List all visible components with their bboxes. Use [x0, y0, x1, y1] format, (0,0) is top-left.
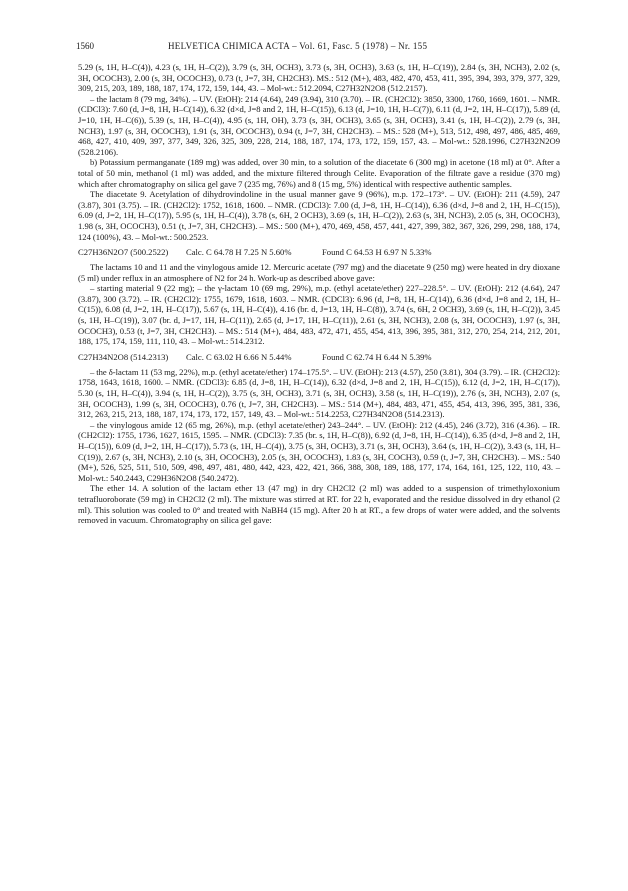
- formula-9: C27H36N2O7 (500.2522): [78, 247, 169, 258]
- paragraph-vinylogous-amide-12: – the vinylogous amide 12 (65 mg, 26%), m.p. (ethyl acetate/ether) 243–244°. – UV. (EtOH): 212 (4.45), 246 (3.72), 316 (4.36). – IR. (CH2Cl2): 1755, 1736, 1627, 1615, 1595. – NMR. (CDCl3): 7.35 (br. s, 1H, H–C(8)), 6.92 (d, J=8, 1H, H–C(14)), 6.35 (d×d, J=8 and 2, 1H, H–C(15)), 6.09 (d, J=2, 1H, H–C(17)), 5.73 (s, 1H, H–C(4)), 3.75 (s, 3H, OCH3), 3.71 (s, 3H, OCH3), 3.64 (s, 1H, H–C(2)), 3.43 (s, 1H, H–C(19)), 2.67 (s, 3H, NCH3), 2.10 (s, 3H, OCOCH3), 2.05 (s, 3H, OCOCH3), 1.83 (s, 3H, COCH3), 0.59 (t, J=7, 3H, CH2CH3). – MS.: 540 (M+), 526, 525, 511, 510, 509, 498, 497, 481, 480, 442, 423, 422, 421, 366, 388, 308, 189, 188, 177, 174, 164, 161, 125, 122, 110, 43. – Mol-wt.: 540.2443, C29H36N2O8 (540.2472).: [78, 419, 560, 483]
- paragraph-gamma-lactam-10: – starting material 9 (22 mg); – the γ-lactam 10 (69 mg, 29%), m.p. (ethyl acetate/ether) 227–228.5°. – UV. (EtOH): 212 (4.64), 247 (3.87), 300 (3.72). – IR. (CH2Cl2): 1755, 1679, 1618, 1603. – NMR. (CDCl3): 6.96 (d, J=8, 1H, H–C(14)), 6.36 (d×d, J=8 and 2, 1H, H–C(15)), 6.08 (d, J=2, 1H, H–C(17)), 5.67 (s, 1H, H–C(4)), 4.16 (br. d, J=13, 1H, H–C(8)), 3.74 (s, 6H, 2 OCH3), 3.69 (s, 1H, H–C(2)), 3.45 (s, 1H, H–C(19)), 3.07 (br. d, J=17, 1H, H–C(11)), 2.65 (d, J=17, 1H, H–C(11)), 2.61 (s, 3H, NCH3), 2.08 (s, 3H, OCOCH3), 1.97 (s, 3H, OCOCH3), 0.53 (t, J=7, 3H, CH2CH3). – MS.: 514 (M+), 484, 483, 472, 471, 455, 454, 413, 396, 395, 381, 312, 270, 254, 214, 212, 201, 188, 175, 174, 159, 111, 110, 43. – Mol-wt.: 514.2312.: [78, 283, 560, 347]
- running-header: [76, 40, 560, 52]
- found-10: Found C 62.74 H 6.44 N 5.39%: [322, 351, 432, 362]
- paragraph-diacetate-9: The diacetate 9. Acetylation of dihydrovindoline in the usual manner gave 9 (96%), m.p. 172–173°. – UV. (EtOH): 211 (4.59), 247 (3.87), 301 (3.75). – IR. (CH2Cl2): 1752, 1618, 1600. – NMR. (CDCl3): 7.00 (d, J=8, 1H, H–C(14)), 6.36 (d×d, J=8 and 2, 1H, H–C(15)), 6.09 (d, J=2, 1H, H–C(17)), 5.95 (s, 1H, H–C(4)), 3.78 (s, 6H, 2 OCH3), 3.69 (s, 1H, H–C(2)), 2.63 (s, 3H, NCH3), 2.05 (s, 3H, OCOCH3), 1.98 (s, 3H, OCOCH3), 0.51 (t, J=7, 3H, CH2CH3). – MS.: 500 (M+), 470, 469, 458, 457, 441, 427, 399, 382, 367, 326, 299, 298, 188, 174, 124 (100%), 43. – Mol-wt.: 500.2523.: [78, 189, 560, 242]
- paragraph-permanganate: b) Potassium permanganate (189 mg) was added, over 30 min, to a solution of the diacetate 6 (300 mg) in acetone (18 ml) at 0°. After a total of 50 min, methanol (1 ml) was added, and the mixture filtered through Celite. Evaporation of the filtrate gave a residue (370 mg) which after chromatography on silica gel gave 7 (235 mg, 76%) and 8 (15 mg, 5%) identical with respective authentic samples.: [78, 157, 560, 189]
- calc-10: Calc. C 63.02 H 6.66 N 5.44%: [186, 351, 292, 362]
- paragraph-ether-14: The ether 14. A solution of the lactam ether 13 (47 mg) in dry CH2Cl2 (2 ml) was added to a suspension of trimethyloxonium tetrafluoroborate (59 mg) in CH2Cl2 (2 ml). The mixture was stirred at RT. for 22 h, evaporated and the residue dissolved in dry ethanol (2 ml). This solution was cooled to 0° and treated with NaBH4 (15 mg). After 20 h at RT., a few drops of water were added, and the solvents removed in vacuum. Chromatography on silica gel gave:: [78, 483, 560, 526]
- journal-title: HELVETICA CHIMICA ACTA – Vol. 61, Fasc. 5 (1978) – Nr. 155: [168, 41, 428, 51]
- paragraph-lactam-8: – the lactam 8 (79 mg, 34%). – UV. (EtOH): 214 (4.64), 249 (3.94), 310 (3.70). – IR. (CH2Cl2): 3850, 3300, 1760, 1669, 1601. – NMR. (CDCl3): 7.60 (d, J=8, 1H, H–C(14)), 6.32 (d×d, J=8 and 2, 1H, H–C(15)), 6.13 (d, J=10, 1H, H–C(7)), 6.11 (d, J=2, 1H, H–C(17)), 5.89 (d, J=10, 1H, H–C(6)), 5.39 (s, 1H, H–C(4)), 4.95 (s, 1H, OH), 3.73 (s, 3H, OCH3), 3.65 (s, 3H, OCH3), 3.41 (s, 1H, H–C(2)), 2.79 (s, 3H, NCH3), 1.97 (s, 3H, OCOCH3), 1.91 (s, 3H, OCOCH3), 0.94 (t, J=7, 3H, CH2CH3). – MS.: 528 (M+), 513, 512, 498, 497, 486, 485, 469, 468, 427, 410, 409, 397, 377, 349, 326, 325, 309, 228, 214, 188, 187, 174, 173, 172, 159, 157, 43. – Mol-wt.: 528.1996, C27H32N2O9 (528.2106).: [78, 93, 560, 157]
- paragraph-delta-lactam-11: – the δ-lactam 11 (53 mg, 22%), m.p. (ethyl acetate/ether) 174–175.5°. – UV. (EtOH): 213 (4.57), 250 (3.81), 304 (3.79). – IR. (CH2Cl2): 1758, 1643, 1618, 1600. – NMR. (CDCl3): 6.85 (d, J=8, 1H, H–C(14)), 6.32 (d×d, J=8 and 2, 1H, H–C(15)), 6.12 (d, J=2, 1H, H–C(17)), 5.30 (s, 1H, H–C(4)), 3.94 (s, 1H, H–C(2)), 3.75 (s, 3H, OCH3), 3.71 (s, 3H, OCH3), 3.58 (s, 1H, H–C(19)), 2.76 (s, 3H, NCH3), 2.07 (s, 3H, OCOCH3), 1.99 (s, 3H, OCOCH3), 0.76 (t, J=7, 3H, CH2CH3). – MS.: 514 (M+), 484, 483, 471, 455, 454, 413, 396, 395, 381, 336, 312, 263, 215, 213, 188, 187, 174, 173, 172, 157, 149, 43. – Mol-wt.: 514.2253, C27H34N2O8 (514.2313).: [78, 366, 560, 420]
- formula-10: C27H34N2O8 (514.2313): [78, 351, 169, 362]
- found-9: Found C 64.53 H 6.97 N 5.33%: [322, 247, 432, 258]
- elemental-analysis-10: [78, 350, 560, 364]
- paragraph-compound-7-data: 5.29 (s, 1H, H–C(4)), 4.23 (s, 1H, H–C(2)), 3.79 (s, 3H, OCH3), 3.73 (s, 3H, OCH3), 3.63 (s, 1H, H–C(19)), 2.84 (s, 3H, NCH3), 2.02 (s, 3H, OCOCH3), 2.00 (s, 3H, OCOCH3), 0.73 (t, J=7, 3H, CH2CH3). MS.: 512 (M+), 483, 482, 470, 453, 411, 395, 394, 393, 379, 377, 329, 309, 215, 203, 189, 188, 187, 174, 172, 159, 144, 43. – Mol-wt.: 512.2094, C27H32N2O8 (512.2157).: [78, 62, 560, 94]
- paragraph-lactams-10-11: The lactams 10 and 11 and the vinylogous amide 12. Mercuric acetate (797 mg) and the diacetate 9 (250 mg) were heated in dry dioxane (5 ml) under reflux in an atmosphere of N2 for 24 h. Work-up as described above gave:: [78, 262, 560, 283]
- page-number: 1560: [76, 41, 94, 51]
- article-body: [78, 62, 560, 526]
- elemental-analysis-9: [78, 245, 560, 259]
- calc-9: Calc. C 64.78 H 7.25 N 5.60%: [186, 247, 292, 258]
